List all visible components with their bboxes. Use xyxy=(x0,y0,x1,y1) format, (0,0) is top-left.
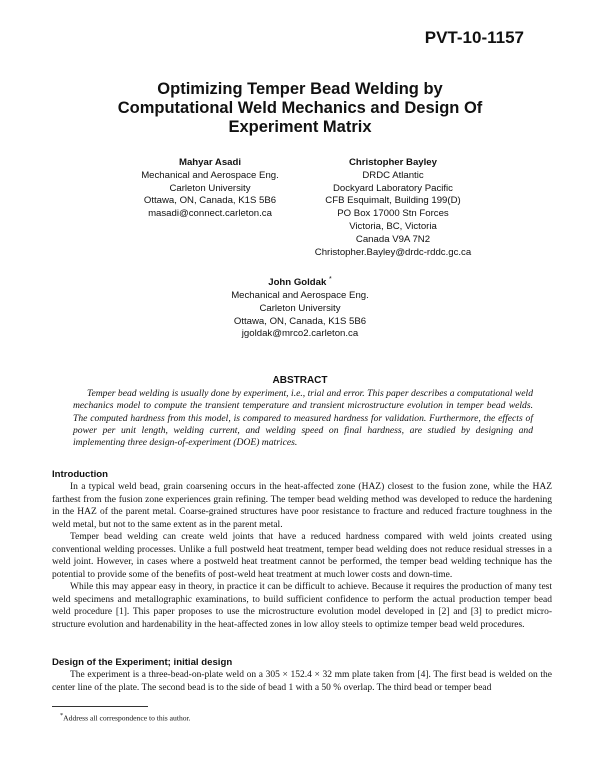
correspondence-mark: * xyxy=(329,276,332,283)
abstract-text: Temper bead welding is usually done by experiment, i.e., trial and error. This paper describes a computational weld mechanics model to compute the transient temperature and transient microstructure evolution in temper bead welds. The computed hardness from this model, is compared to measured hardness for validation. Furthermore, the effects of power per unit length, welding current, and welding speed on final hardness, are studied by designing and implementing three design-of-experiment (DOE) matrices. xyxy=(73,388,533,449)
author-affiliation-line: Carleton University xyxy=(169,182,251,194)
paragraph: Temper bead welding can create weld joints that have a reduced hardness compared with weld joints created using conventional welding processes. Unlike a full postweld heat treatment, temper bead welding does not reduce residual stresses in a weld joint. However, in cases where a postweld heat treatment cannot be performed, the temper bead welding technique has the potential to provide some of the benefits of post-weld heat treatment at much lower costs and down-time. xyxy=(52,532,552,580)
footnote xyxy=(60,712,191,723)
author-affiliation-line: Ottawa, ON, Canada, K1S 5B6 xyxy=(143,195,277,207)
author-email: masadi@connect.carleton.ca xyxy=(148,208,272,220)
paragraph: While this may appear easy in theory, in practice it can be difficult to achieve. Because it requires the production of many test weld specimens and metallographic examinations, to build sufficient confidence to perform the actual production temper bead weld procedure [1]. This paper proposes to use the microstructure evolution model developed in [2] and [3] to predict micro-structure evolution and hardenability in the heat-affected zones in low alloy steels to optimize temper bead weld procedures. xyxy=(52,582,552,630)
author-name: Mahyar Asadi xyxy=(178,157,242,168)
footnote-divider xyxy=(52,706,148,707)
paragraph: The experiment is a three-bead-on-plate weld on a 305 × 152.4 × 32 mm plate taken from [4]. The first bead is welded on the center line of the plate. The second bead is to the side of bead 1 with a 50 % overlap. The third bead or temper bead xyxy=(52,670,552,693)
author-block-asadi xyxy=(135,157,285,221)
footnote-mark: * xyxy=(60,712,64,719)
author-block-bayley xyxy=(295,157,491,259)
author-affiliation-line: Ottawa, ON, Canada, K1S 5B6 xyxy=(233,315,367,327)
author-name: John Goldak xyxy=(268,277,327,289)
introduction-body xyxy=(52,481,552,631)
introduction-heading: Introduction xyxy=(52,469,108,480)
design-heading: Design of the Experiment; initial design xyxy=(52,657,233,668)
design-body xyxy=(52,669,552,694)
author-name: Christopher Bayley xyxy=(349,157,437,168)
author-email: jgoldak@mrco2.carleton.ca xyxy=(241,328,359,340)
author-affiliation-line: Mechanical and Aerospace Eng. xyxy=(231,289,369,301)
author-email: Christopher.Bayley@drdc-rddc.gc.ca xyxy=(314,246,472,258)
abstract-heading: ABSTRACT xyxy=(272,375,328,386)
author-affiliation-line: Mechanical and Aerospace Eng. xyxy=(141,169,279,181)
author-affiliation-line: Canada V9A 7N2 xyxy=(355,233,431,245)
author-affiliation-line: PO Box 17000 Stn Forces xyxy=(337,208,449,220)
author-affiliation-line: Dockyard Laboratory Pacific xyxy=(333,182,453,194)
author-affiliation-line: DRDC Atlantic xyxy=(362,169,424,181)
footnote-text: Address all correspondence to this author. xyxy=(63,713,191,723)
paper-title xyxy=(0,80,600,137)
title-line: Experiment Matrix xyxy=(228,118,372,136)
author-affiliation-line: Carleton University xyxy=(259,302,341,314)
author-name-line xyxy=(215,274,385,290)
author-affiliation-line: Victoria, BC, Victoria xyxy=(349,220,437,232)
author-block-goldak xyxy=(215,274,385,341)
title-line: Optimizing Temper Bead Welding by xyxy=(157,80,443,98)
title-line: Computational Weld Mechanics and Design Of xyxy=(117,99,483,117)
author-affiliation-line: CFB Esquimalt, Building 199(D) xyxy=(325,195,461,207)
paragraph: In a typical weld bead, grain coarsening occurs in the heat-affected zone (HAZ) closest to the fusion zone, while the HAZ farthest from the fusion zone experiences grain refining. The temper bead welding method was developed to reduce the hardening in the HAZ of the parent metal. Coarse-grained structures have poor resistance to fracture and reduced fracture toughness in the weld metal, but not to the same extent as in the parent metal. xyxy=(52,482,552,530)
paper-id: PVT-10-1157 xyxy=(424,28,524,47)
